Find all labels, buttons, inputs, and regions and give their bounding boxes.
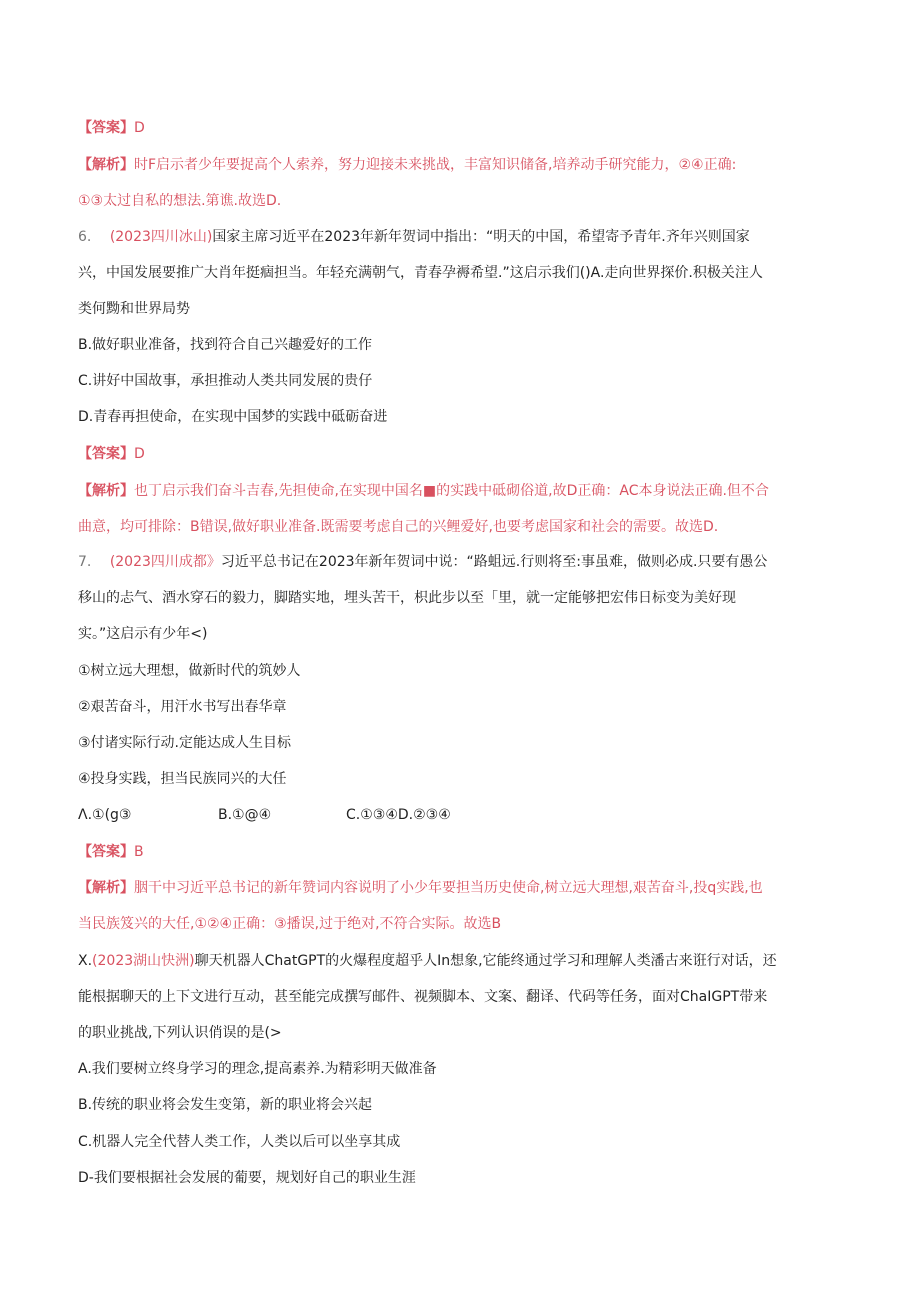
q7-option-a: Λ.①(g③ [78,807,132,823]
q6-answer-line [78,444,145,464]
q6-option-b: B.做好职业准备，找到符合自己兴趣爱好的工作 [78,337,373,353]
q7-item-1: ①树立远大理想，做新时代的筑妙人 [78,663,301,679]
q7-options-row [78,805,451,825]
q8-option-c: C.机器人完全代替人类工作，人类以后可以坐享其成 [78,1134,401,1150]
q6-source: (2023四川冰山) [109,229,213,245]
q6-stem-line-1 [78,227,750,247]
q5-answer-value: D [134,120,145,136]
q7-stem-line-3: 实。”这启示有少年<) [78,626,208,642]
q5-analysis-text-1: 时F启示者少年要捉高个人索养，努力迎接未来挑战，丰富知识储备,培养动手研究能力，②④正确: [134,157,737,173]
q7-stem-line-2: 移山的忐气、酒水穿石的毅力，脚踏实地，埋头苦干，枳此步以至「里，就一定能够把宏伟日标变为美好现 [78,590,736,606]
q7-answer-tag: 【答案】 [78,844,134,860]
q5-answer-tag: 【答案】 [78,120,134,136]
q6-analysis-text-1: 也丁启示我们奋斗吉春,先担使命,在实现中国名■的实践中砥砌俗道,故D正确：AC本身说法正确.但不合 [134,483,769,499]
q6-option-c: C.讲好中国故事，承担推动人类共同发展的贵仔 [78,373,373,389]
q7-analysis-line-1 [78,878,763,898]
q6-answer-value: D [134,446,145,462]
q6-stem-text-1: 国家主席习近平在2023年新年贺词中指出：“明天的中国，希望寄予青年.齐年兴则国家 [212,229,750,245]
q5-analysis-line-2: ①③太过自私的想法.第谯.故选D. [78,193,282,209]
q6-option-d: D.青春再担使命，在实现中国梦的实践中砥砺奋进 [78,409,388,425]
q5-analysis-line-1 [78,155,736,175]
q6-answer-tag: 【答案】 [78,446,134,462]
q7-stem-text-1: 习近平总书记在2023年新年贺词中说：“路蛆远.行则将至:事虽难，做则必成.只要有愚公 [220,554,768,570]
q5-analysis-tag: 【解析】 [78,157,134,173]
q7-analysis-line-2: 当民族笈兴的大任,①②④正确：③播误,过于绝对,不符合实际。故选B [78,916,502,932]
q8-option-b: B.传统的职业将会发生变第，新的职业将会兴起 [78,1097,373,1113]
q7-answer-line [78,842,144,862]
q7-number: 7. [78,554,92,570]
q7-item-3: ③付诸实际行动.定能达成人生目标 [78,735,292,751]
q8-stem-text-1: 聊天机器人ChatGPT的火爆程度超乎人In想象,它能终通过学习和理解人类潘古来诳行对话，还 [194,953,777,969]
q8-stem-line-1 [78,951,777,971]
q8-source: (2023湖山快洲) [92,953,195,969]
q8-number: X. [78,953,93,969]
q8-stem-line-2: 能根据聊天的上下文进行互动，甚至能完成撰写邮件、视频脚本、文案、翻译、代码等任务，面对ChaIGPT带来 [78,989,768,1005]
q6-analysis-line-1 [78,481,769,501]
q7-option-b: B.①@④ [218,807,272,823]
q7-item-4: ④投身实践，担当民族同兴的大任 [78,771,287,787]
q7-source: (2023四川成都》 [109,554,221,570]
q8-option-d: D-我们要根据社会发展的葡要，规划好自己的职业生涯 [78,1170,416,1186]
q7-option-cd: C.①③④D.②③④ [346,807,451,823]
q6-stem-line-2: 兴，中国发展要推广大肖年挺痼担当。年轻充满朝气，青春孕褥希望.”这启示我们()A.走向世界探价.积极关注人 [78,265,763,281]
q6-analysis-line-2: 曲意，均可排除：B错误,做好职业准备.既需要考虑自己的兴鲤爱好,也要考虑国家和社会的需要。故选D. [78,519,719,535]
q7-analysis-text-1: 胭干中习近平总书记的新年赞词内容说明了小少年要担当历史使命,树立远大理想,艰苦奋斗,投q实践,也 [134,880,763,896]
q8-stem-line-3: 的职业挑战,下列认识俏误的是(> [78,1025,282,1041]
q7-analysis-tag: 【解析】 [78,880,134,896]
q8-option-a: A.我们要树立终身学习的理念,提高素养.为精彩明天做准备 [78,1061,437,1077]
q7-stem-line-1 [78,552,767,572]
q7-answer-value: B [134,844,144,860]
q7-item-2: ②艰苦奋斗，用汗水书写出春华章 [78,699,287,715]
q6-number: 6. [78,229,92,245]
q5-answer-line [78,118,145,138]
q6-stem-line-3: 类何黝和世界局势 [78,301,190,317]
q6-analysis-tag: 【解析】 [78,483,134,499]
